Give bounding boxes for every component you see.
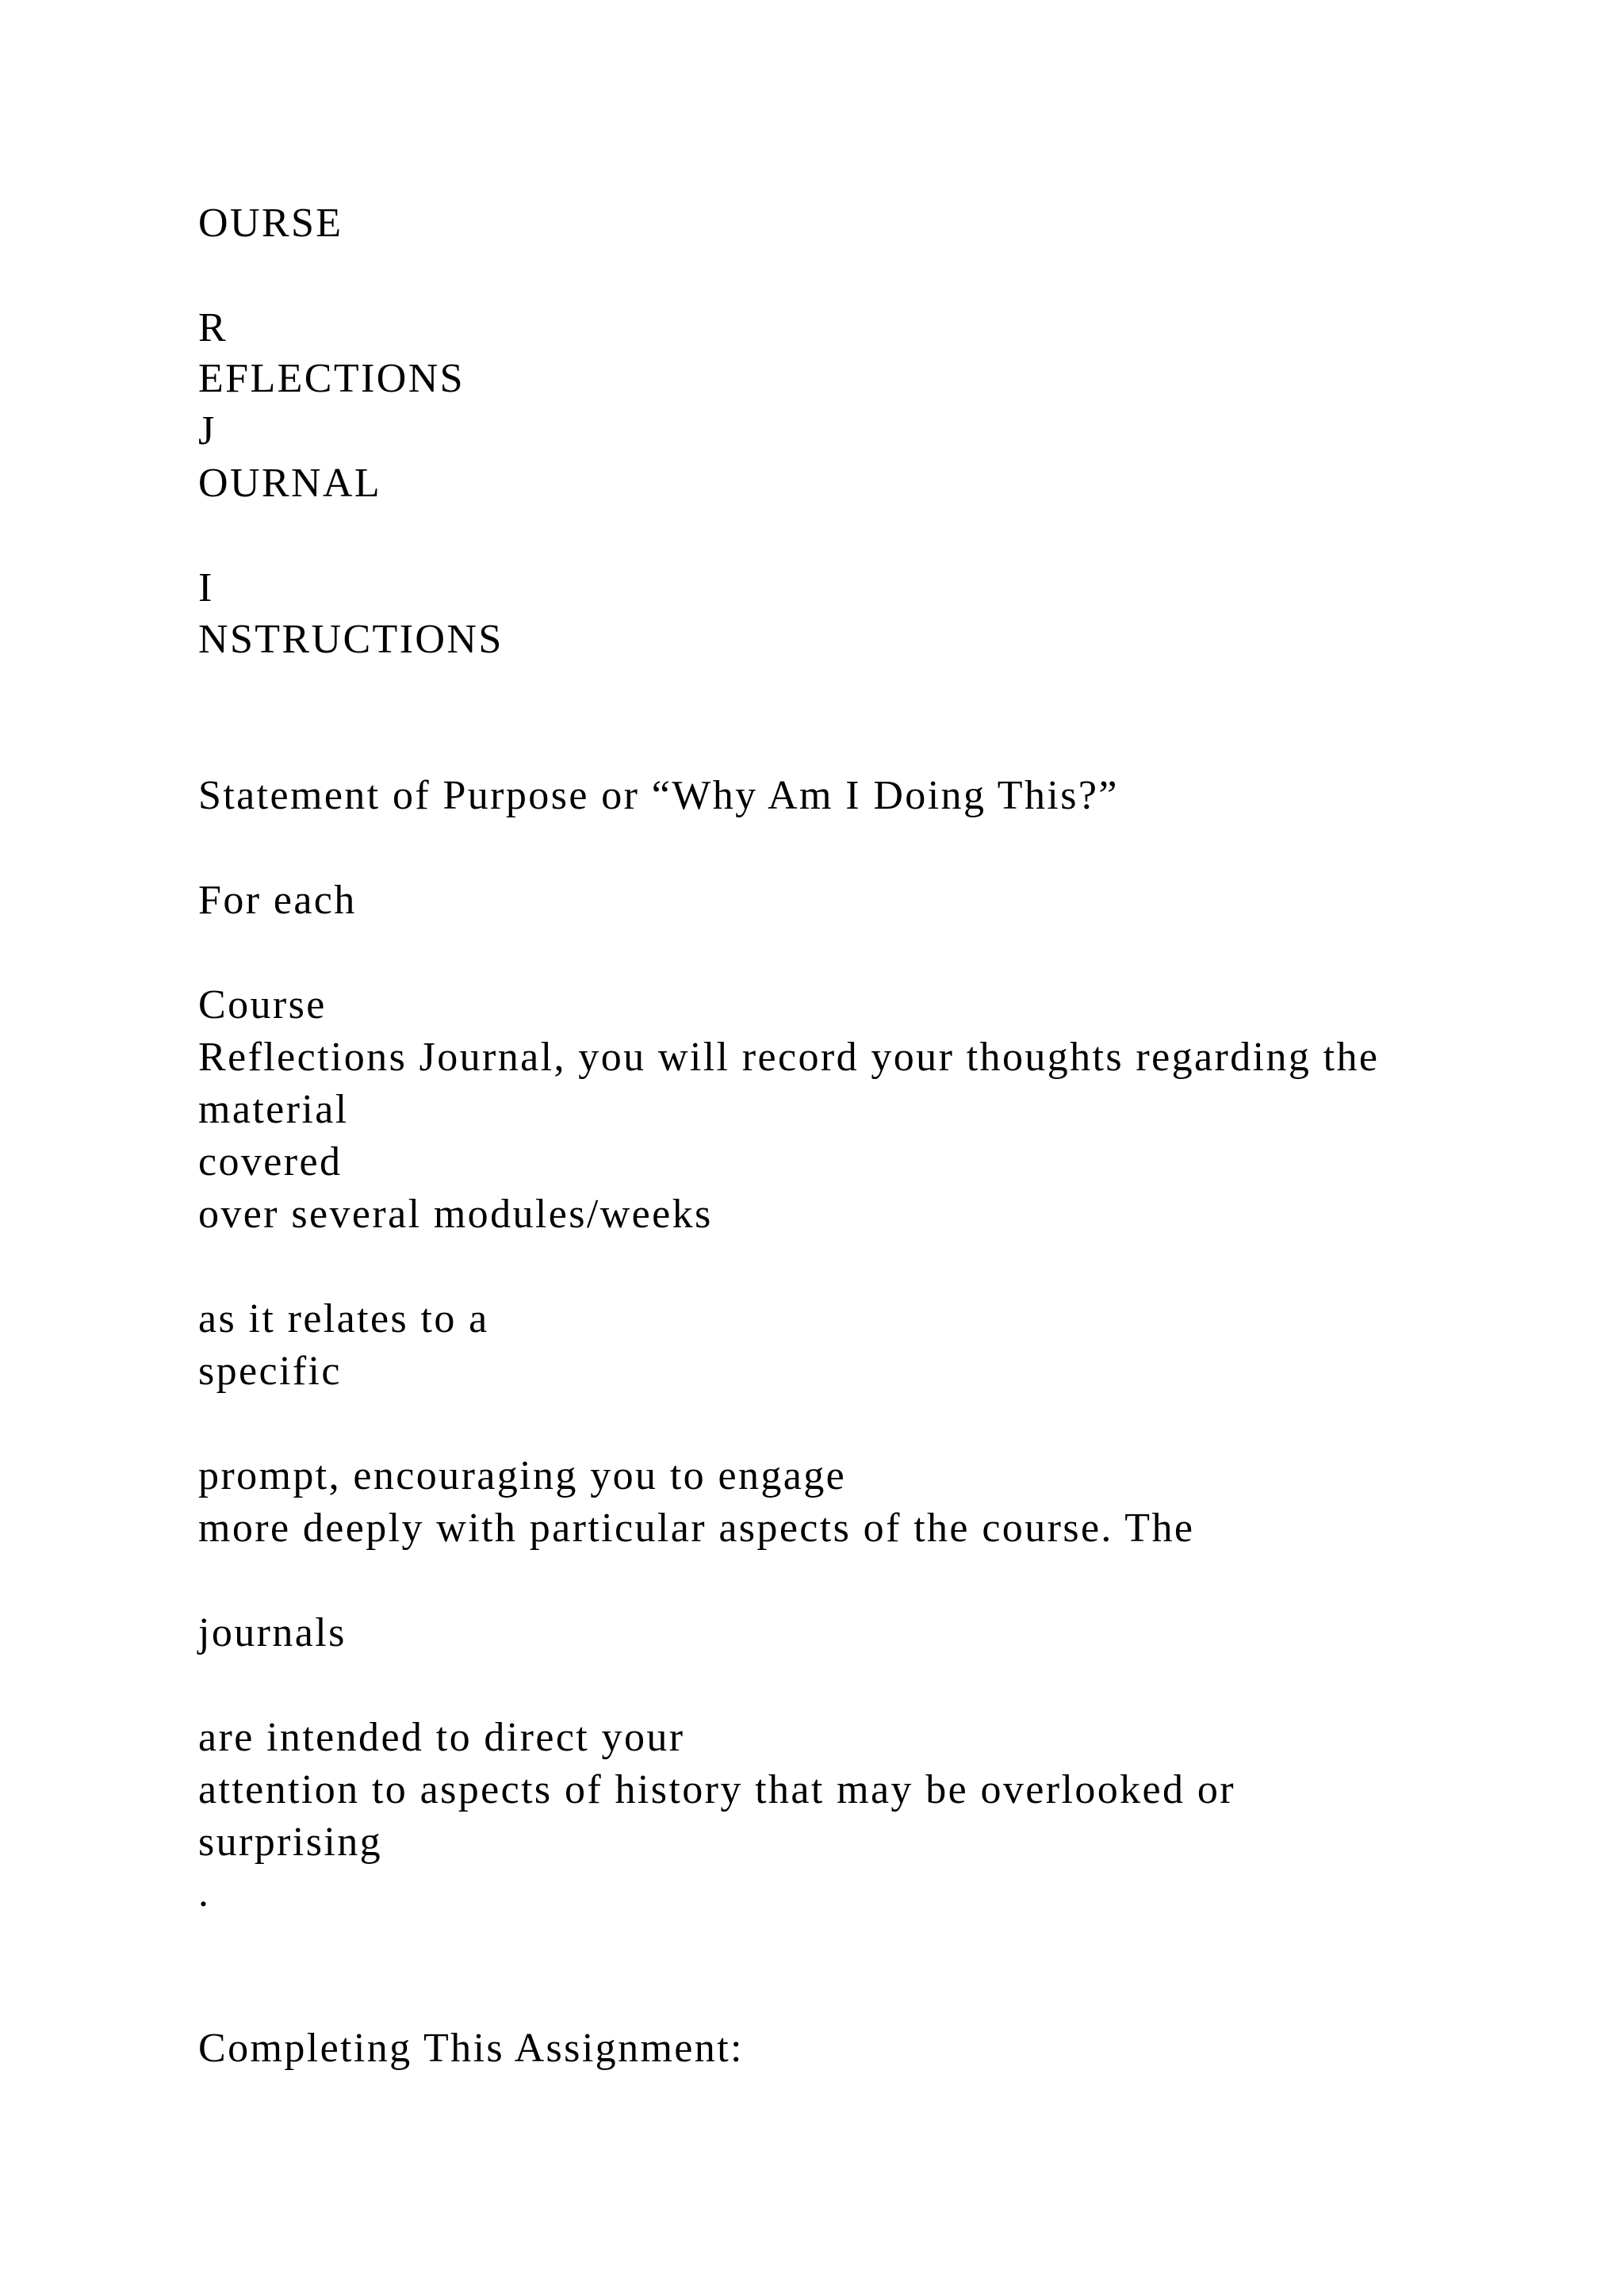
body-line: Course	[198, 982, 327, 1027]
body-line: covered	[198, 1139, 343, 1184]
section-heading-purpose: Statement of Purpose or “Why Am I Doing This?”	[198, 773, 1119, 818]
body-line: For each	[198, 878, 357, 923]
heading-fragment-ournal: OURNAL	[198, 461, 382, 506]
heading-fragment-r: R	[198, 305, 228, 350]
section-heading-completing: Completing This Assignment:	[198, 2026, 744, 2071]
body-line-period: .	[198, 1870, 211, 1915]
heading-fragment-j: J	[198, 408, 216, 453]
body-line: as it relates to a	[198, 1296, 489, 1341]
heading-fragment-ourse: OURSE	[198, 201, 343, 246]
body-line: journals	[198, 1610, 347, 1655]
body-line: attention to aspects of history that may be overlooked or	[198, 1767, 1235, 1812]
body-line: prompt, encouraging you to engage	[198, 1453, 847, 1498]
heading-fragment-nstructions: NSTRUCTIONS	[198, 617, 504, 662]
body-line: surprising	[198, 1820, 382, 1865]
body-line: material	[198, 1087, 349, 1132]
heading-fragment-i: I	[198, 565, 214, 610]
body-line: over several modules/weeks	[198, 1192, 713, 1237]
body-line: specific	[198, 1349, 342, 1394]
body-line: more deeply with particular aspects of the course. The	[198, 1506, 1195, 1551]
body-line: are intended to direct your	[198, 1715, 685, 1760]
heading-fragment-eflections: EFLECTIONS	[198, 356, 465, 401]
body-line: Reflections Journal, you will record your thoughts regarding the	[198, 1035, 1380, 1080]
